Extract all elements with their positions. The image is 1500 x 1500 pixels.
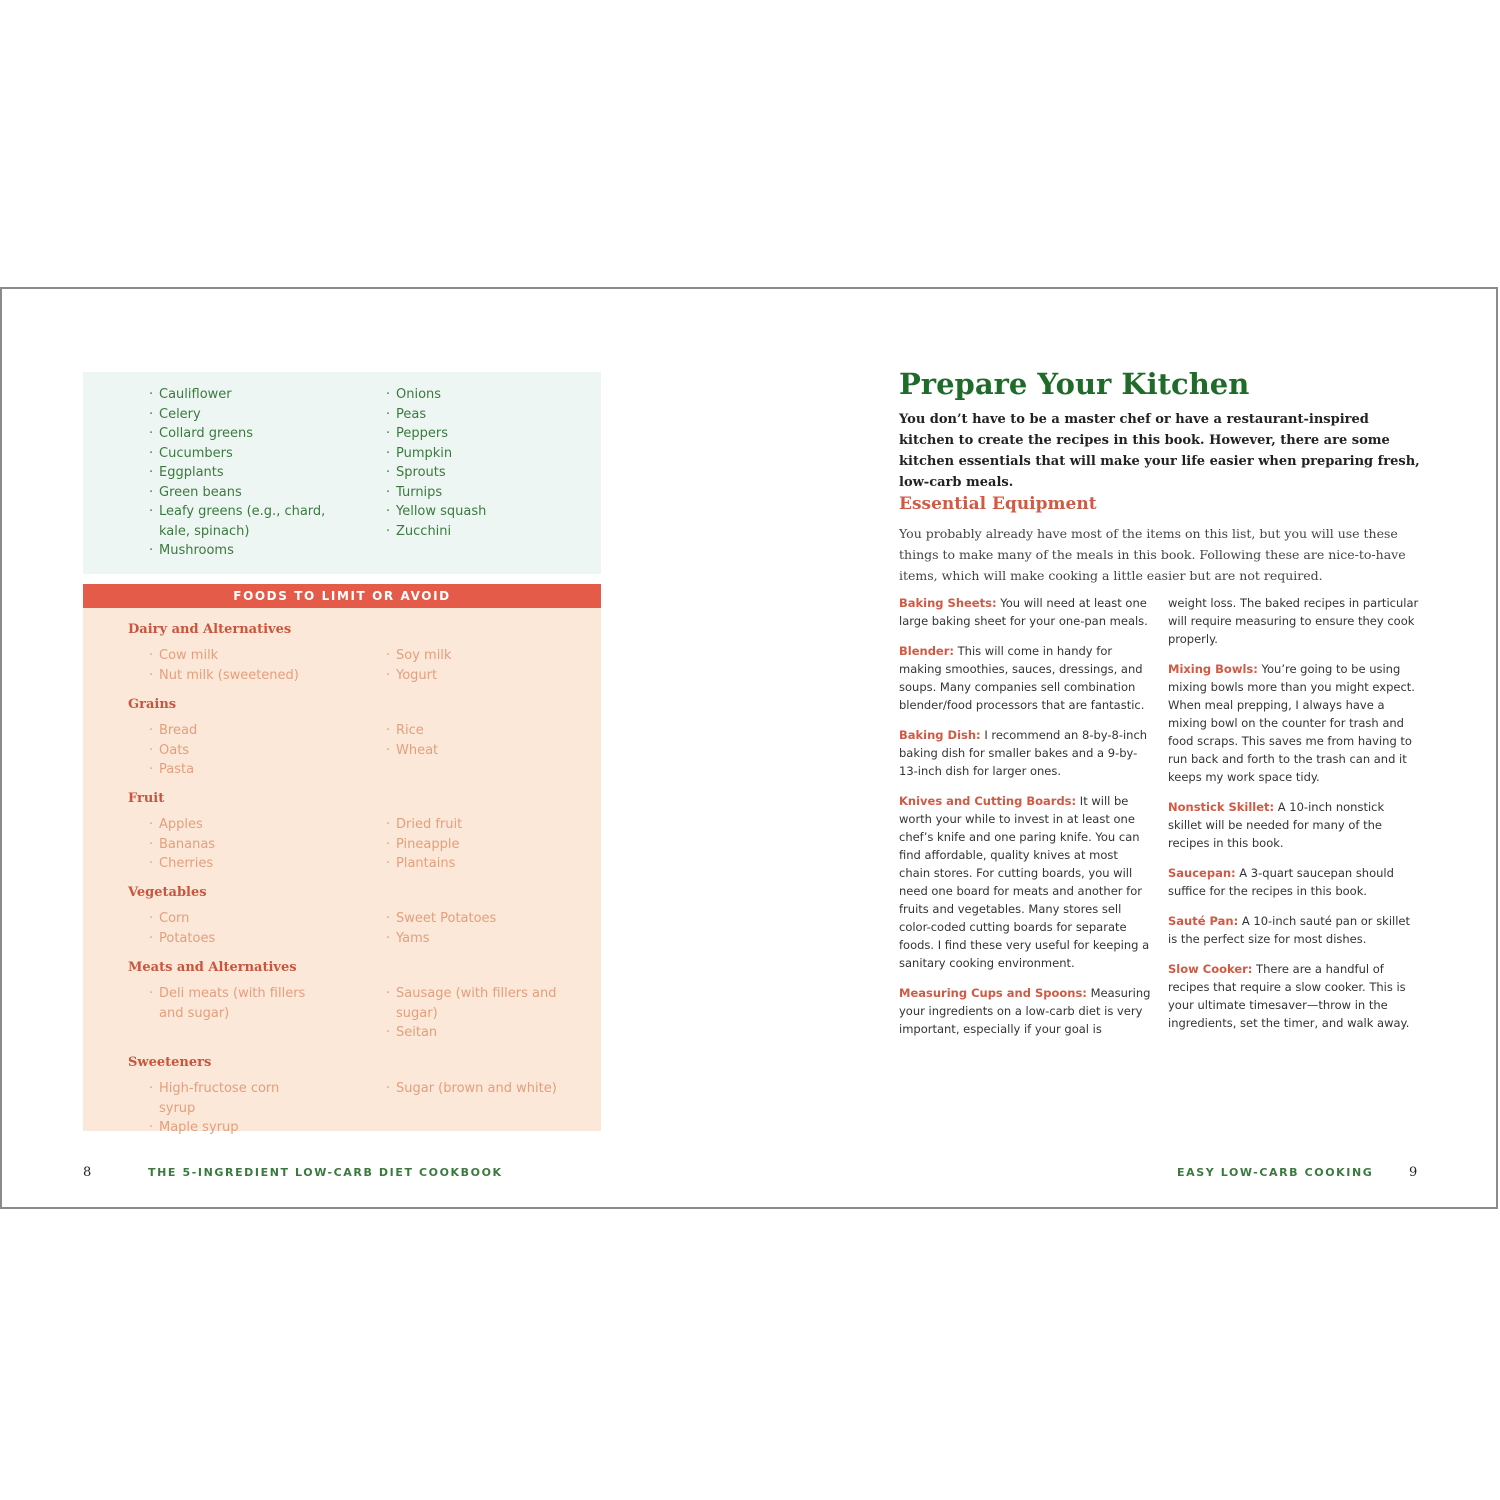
- equipment-description: weight loss. The baked recipes in particular will require measuring to ensure they cook properly.: [1168, 596, 1419, 646]
- equipment-label: Baking Sheets:: [899, 596, 997, 610]
- page-title: Prepare Your Kitchen: [899, 367, 1250, 401]
- category-title: Grains: [128, 697, 177, 712]
- equipment-description: I recommend an 8-by-8-inch baking dish for smaller bakes and a 9-by-13-inch dish for larger ones.: [899, 728, 1148, 778]
- equipment-description: There are a handful of recipes that require a slow cooker. This is your ultimate timesaver—throw in the ingredients, set the timer, and walk away.: [1168, 962, 1410, 1030]
- equipment-label: Nonstick Skillet:: [1168, 800, 1275, 814]
- list-item: · Mushrooms: [149, 541, 329, 561]
- list-item: · Plantains: [386, 854, 576, 874]
- page-number-left: 8: [83, 1165, 92, 1180]
- list-item: · Corn: [149, 909, 319, 929]
- list-item: · Potatoes: [149, 929, 319, 949]
- equipment-description: It will be worth your while to invest in at least one chef’s knife and one paring knife. You can find affordable, quality knives at most chain stores. For cutting boards, you will need one board for meats and another for fruits and vegetables. Many stores sell color-coded cutting boards for separate foods. I find these very useful for keeping a sanitary cooking environment.: [899, 794, 1150, 970]
- list-item: · Dried fruit: [386, 815, 576, 835]
- book-spread: [0, 287, 1498, 1209]
- list-item: · Green beans: [149, 483, 329, 503]
- equipment-label: Saucepan:: [1168, 866, 1236, 880]
- equipment-item: [899, 792, 1151, 972]
- equipment-label: Blender:: [899, 644, 954, 658]
- equipment-description: A 3-quart saucepan should suffice for the recipes in this book.: [1168, 866, 1394, 898]
- category-title: Vegetables: [128, 885, 207, 900]
- equipment-label: Sauté Pan:: [1168, 914, 1239, 928]
- list-item: · Sugar (brown and white): [386, 1079, 576, 1099]
- equipment-column-1: [899, 594, 1151, 1050]
- list-item: · Turnips: [386, 483, 566, 503]
- category-list-col2: [386, 909, 576, 948]
- list-item: · Pineapple: [386, 835, 576, 855]
- list-item: · Collard greens: [149, 424, 329, 444]
- avoid-header: FOODS TO LIMIT OR AVOID: [83, 584, 601, 608]
- list-item: · Nut milk (sweetened): [149, 666, 319, 686]
- equipment-label: Mixing Bowls:: [1168, 662, 1258, 676]
- equipment-label: Slow Cooker:: [1168, 962, 1253, 976]
- equipment-description: This will come in handy for making smoothies, sauces, dressings, and soups. Many companies sell combination blender/food processors that are fantastic.: [899, 644, 1145, 712]
- equipment-description: A 10-inch nonstick skillet will be needed for many of the recipes in this book.: [1168, 800, 1385, 850]
- allowed-list-col1: [149, 385, 329, 561]
- category-list-col2: [386, 815, 576, 874]
- list-item: · Eggplants: [149, 463, 329, 483]
- equipment-label: Knives and Cutting Boards:: [899, 794, 1077, 808]
- list-item: · Sprouts: [386, 463, 566, 483]
- list-item: · Deli meats (with fillers and sugar): [149, 984, 319, 1023]
- list-item: · Rice: [386, 721, 576, 741]
- avoid-foods-box: [83, 608, 601, 1135]
- page-number-right: 9: [1409, 1165, 1418, 1180]
- category-list-col1: [149, 646, 319, 685]
- equipment-description: Measuring your ingredients on a low-carb diet is very important, especially if your goal is: [899, 986, 1151, 1036]
- list-item: · Sweet Potatoes: [386, 909, 576, 929]
- category-list-col1: [149, 815, 319, 874]
- list-item: · Cauliflower: [149, 385, 329, 405]
- list-item: · Leafy greens (e.g., chard, kale, spinach): [149, 502, 329, 541]
- equipment-item: [899, 642, 1151, 714]
- list-item: · Onions: [386, 385, 566, 405]
- category-list-col2: [386, 1079, 576, 1099]
- list-item: · High-fructose corn syrup: [149, 1079, 319, 1118]
- list-item: · Oats: [149, 741, 319, 761]
- category-list-col1: [149, 721, 319, 780]
- section-intro: You probably already have most of the items on this list, but you will use these things to make many of the meals in this book. Following these are nice-to-have items, which will make cooking a little easier but are not required.: [899, 526, 1406, 583]
- list-item: · Peppers: [386, 424, 566, 444]
- equipment-item: [899, 594, 1151, 630]
- list-item: · Sausage (with fillers and sugar): [386, 984, 576, 1023]
- list-item: · Seitan: [386, 1023, 576, 1043]
- equipment-label: Measuring Cups and Spoons:: [899, 986, 1087, 1000]
- list-item: · Yams: [386, 929, 576, 949]
- equipment-label: Baking Dish:: [899, 728, 981, 742]
- equipment-description: You will need at least one large baking sheet for your one-pan meals.: [899, 596, 1148, 628]
- list-item: · Peas: [386, 405, 566, 425]
- list-item: · Pumpkin: [386, 444, 566, 464]
- list-item: · Zucchini: [386, 522, 566, 542]
- equipment-item: [1168, 798, 1420, 852]
- list-item: · Soy milk: [386, 646, 576, 666]
- category-list-col1: [149, 1079, 319, 1138]
- category-list-col2: [386, 646, 576, 685]
- list-item: · Bananas: [149, 835, 319, 855]
- running-title-right: EASY LOW-CARB COOKING: [1177, 1166, 1374, 1179]
- equipment-description: A 10-inch sauté pan or skillet is the perfect size for most dishes.: [1168, 914, 1411, 946]
- category-list-col1: [149, 984, 319, 1023]
- list-item: · Yogurt: [386, 666, 576, 686]
- category-list-col2: [386, 984, 576, 1043]
- list-item: · Wheat: [386, 741, 576, 761]
- running-title-left: THE 5-INGREDIENT LOW-CARB DIET COOKBOOK: [148, 1166, 503, 1179]
- category-title: Fruit: [128, 791, 165, 806]
- list-item: · Cow milk: [149, 646, 319, 666]
- category-list-col1: [149, 909, 319, 948]
- list-item: · Celery: [149, 405, 329, 425]
- equipment-column-2: [1168, 594, 1420, 1044]
- allowed-list-col2: [386, 385, 566, 541]
- equipment-item: [1168, 960, 1420, 1032]
- intro-paragraph: You don’t have to be a master chef or have a restaurant-inspired kitchen to create the recipes in this book. However, there are some kitchen essentials that will make your life easier when preparing fresh, low-carb meals.: [899, 412, 1420, 490]
- allowed-vegetables-box: [83, 372, 601, 574]
- list-item: · Cherries: [149, 854, 319, 874]
- list-item: · Yellow squash: [386, 502, 566, 522]
- list-item: · Maple syrup: [149, 1118, 319, 1138]
- equipment-item: [1168, 594, 1420, 648]
- list-item: · Bread: [149, 721, 319, 741]
- equipment-description: You’re going to be using mixing bowls more than you might expect. When meal prepping, I always have a mixing bowl on the counter for trash and food scraps. This saves me from having to run back and forth to the trash can and it keeps my work space tidy.: [1168, 662, 1415, 784]
- equipment-item: [1168, 660, 1420, 786]
- list-item: · Pasta: [149, 760, 319, 780]
- category-title: Dairy and Alternatives: [128, 622, 292, 637]
- equipment-item: [899, 726, 1151, 780]
- category-list-col2: [386, 721, 576, 760]
- list-item: · Cucumbers: [149, 444, 329, 464]
- category-title: Meats and Alternatives: [128, 960, 297, 975]
- list-item: · Apples: [149, 815, 319, 835]
- category-title: Sweeteners: [128, 1055, 212, 1070]
- section-title: Essential Equipment: [899, 494, 1097, 514]
- equipment-item: [1168, 864, 1420, 900]
- equipment-item: [899, 984, 1151, 1038]
- equipment-item: [1168, 912, 1420, 948]
